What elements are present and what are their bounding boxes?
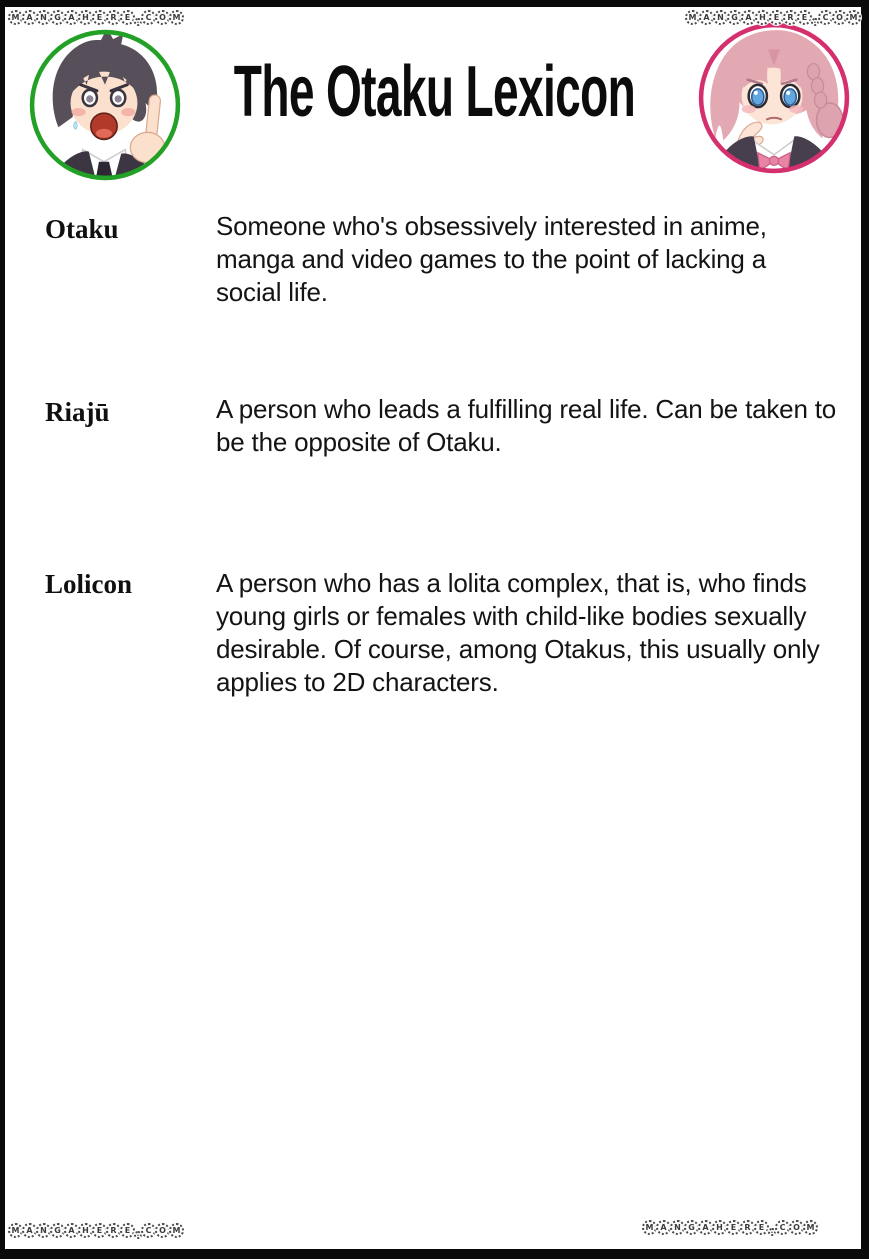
watermark-letter-badge: E: [769, 10, 784, 25]
watermark-letter-badge: M: [8, 1223, 23, 1238]
watermark-letter-badge: O: [789, 1220, 804, 1235]
term-otaku: Otaku: [45, 214, 119, 244]
watermark-letter-badge: C: [775, 1220, 790, 1235]
watermark-letter-badge: E: [92, 10, 107, 25]
frame-bottom-bar: [0, 1249, 869, 1259]
boy-avatar-illustration: [26, 26, 184, 184]
frame-left-bar: [0, 0, 5, 1259]
frame-top-bar: [0, 0, 869, 7]
watermark-letter-badge: M: [803, 1220, 818, 1235]
watermark-letter-badge: A: [64, 10, 79, 25]
watermark-letter-badge: N: [713, 10, 728, 25]
term-riaju: Riajū: [45, 397, 110, 427]
watermark-letter-badge: M: [846, 10, 861, 25]
girl-avatar-illustration: [695, 19, 853, 177]
watermark-letter-badge: M: [642, 1220, 657, 1235]
watermark-letter-badge: G: [50, 1223, 65, 1238]
watermark-bottom-right: [642, 1220, 817, 1236]
watermark-letter-badge: G: [727, 10, 742, 25]
watermark-letter-badge: R: [106, 10, 121, 25]
watermark-top-right: [685, 10, 860, 26]
watermark-letter-badge: C: [818, 10, 833, 25]
watermark-letter-badge: A: [64, 1223, 79, 1238]
watermark-letter-badge: H: [78, 10, 93, 25]
watermark-letter-badge: M: [685, 10, 700, 25]
definition-lolicon: A person who has a lolita complex, that is, who finds young girls or females with child-like bodies sexually desirable. Of course, among Otakus, this usually only applies to 2D characters.: [216, 568, 820, 697]
page-title: The Otaku Lexicon: [233, 52, 636, 132]
watermark-letter-badge: M: [169, 1223, 184, 1238]
watermark-letter-badge: N: [36, 10, 51, 25]
watermark-letter-badge: E: [797, 10, 812, 25]
watermark-letter-badge: N: [36, 1223, 51, 1238]
watermark-letter-badge: H: [755, 10, 770, 25]
definition-otaku: Someone who's obsessively interested in anime, manga and video games to the point of lacking a social life.: [216, 211, 767, 307]
watermark-letter-badge: G: [684, 1220, 699, 1235]
watermark-letter-badge: O: [155, 10, 170, 25]
watermark-letter-badge: A: [699, 10, 714, 25]
watermark-letter-badge: E: [754, 1220, 769, 1235]
watermark-dot-badge: .: [811, 18, 819, 26]
watermark-letter-badge: A: [22, 1223, 37, 1238]
watermark-top-left: [8, 10, 183, 26]
watermark-letter-badge: M: [8, 10, 23, 25]
watermark-letter-badge: E: [120, 10, 135, 25]
watermark-letter-badge: C: [141, 1223, 156, 1238]
watermark-bottom-left: [8, 1223, 183, 1239]
watermark-letter-badge: A: [698, 1220, 713, 1235]
watermark-dot-badge: .: [134, 18, 142, 26]
watermark-letter-badge: R: [740, 1220, 755, 1235]
watermark-letter-badge: A: [22, 10, 37, 25]
watermark-letter-badge: C: [141, 10, 156, 25]
watermark-letter-badge: E: [120, 1223, 135, 1238]
watermark-letter-badge: A: [656, 1220, 671, 1235]
term-lolicon: Lolicon: [45, 569, 133, 599]
watermark-letter-badge: A: [741, 10, 756, 25]
watermark-letter-badge: O: [155, 1223, 170, 1238]
watermark-letter-badge: G: [50, 10, 65, 25]
watermark-letter-badge: E: [92, 1223, 107, 1238]
definition-riaju: A person who leads a fulfilling real life. Can be taken to be the opposite of Otaku.: [216, 394, 837, 457]
watermark-letter-badge: H: [712, 1220, 727, 1235]
watermark-letter-badge: E: [726, 1220, 741, 1235]
watermark-letter-badge: R: [106, 1223, 121, 1238]
watermark-letter-badge: M: [169, 10, 184, 25]
watermark-dot-badge: .: [134, 1231, 142, 1239]
watermark-letter-badge: R: [783, 10, 798, 25]
watermark-letter-badge: H: [78, 1223, 93, 1238]
watermark-dot-badge: .: [768, 1228, 776, 1236]
watermark-letter-badge: N: [670, 1220, 685, 1235]
watermark-letter-badge: O: [832, 10, 847, 25]
frame-right-bar: [861, 0, 869, 1259]
